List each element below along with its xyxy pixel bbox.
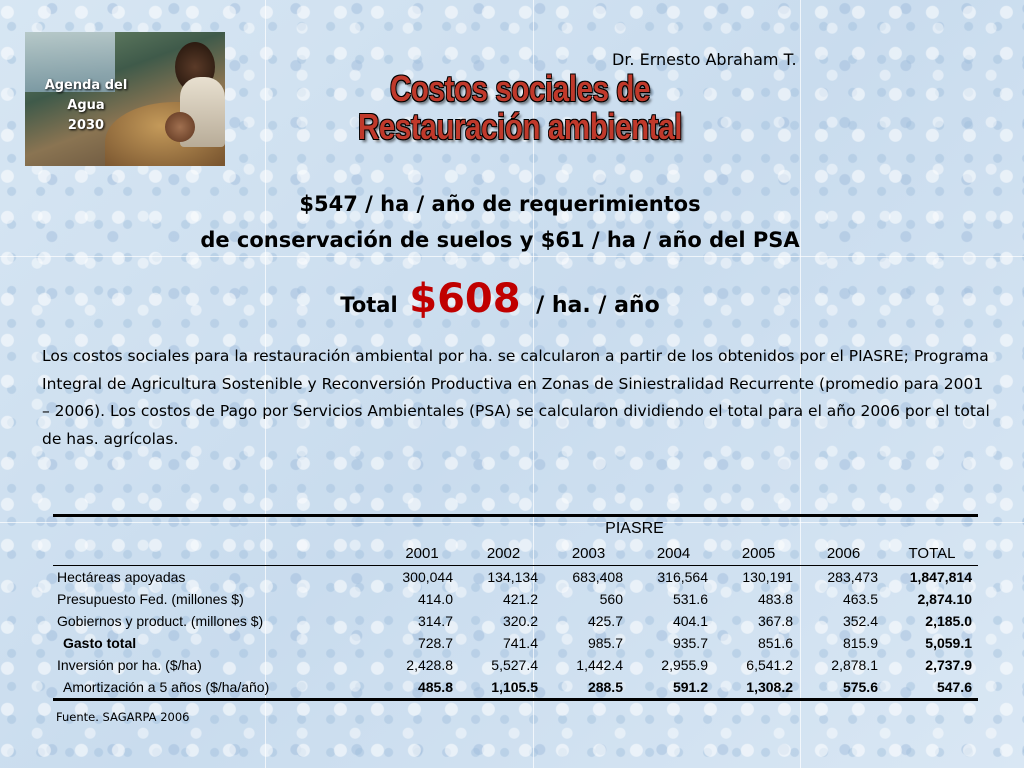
subtitle-line2: de conservación de suelos y $61 / ha / año del PSA — [200, 228, 800, 252]
table-row — [53, 676, 978, 700]
cell: 591.2 — [672, 679, 708, 695]
cell: 414.0 — [417, 591, 453, 607]
cell: 425.7 — [587, 613, 623, 629]
cell: 283,473 — [827, 569, 878, 585]
logo-text-line2: 2030 — [67, 118, 105, 133]
cell: 130,191 — [742, 569, 793, 585]
explanation-paragraph: Los costos sociales para la restauración ambiental por ha. se calcularon a partir de los obtenidos por el PIASRE; Programa Integral de Agricultura Sostenible y Reconversión Productiva en Zonas de Siniestralidad Recurrente (promedio para 2001 – 2006). Los costos de Pago por Servicios Ambientales (PSA) se calcularon dividiendo el total para el año 2006 por el total de has. agrícolas. — [42, 347, 990, 448]
table-row — [53, 632, 978, 654]
year-header: 2005 — [741, 544, 776, 562]
total-cell: 2,874.10 — [917, 591, 972, 607]
subtitle-line1: $547 / ha / año de requerimientos — [299, 192, 701, 216]
year-header: 2001 — [405, 544, 439, 562]
cell: 2,878.1 — [831, 657, 878, 673]
slide-title-line1: Costos sociales de — [389, 68, 651, 109]
total-cell: 547.6 — [936, 679, 972, 695]
year-header: 2006 — [826, 544, 861, 562]
cell: 367.8 — [757, 613, 793, 629]
total-cell: 1,847,814 — [909, 569, 972, 585]
row-label: Gobiernos y product. (millones $) — [57, 613, 264, 629]
total-cost-line — [300, 276, 700, 322]
total-cell: 5,059.1 — [925, 635, 972, 651]
cell: 134,134 — [487, 569, 538, 585]
year-header: 2004 — [656, 544, 691, 562]
cell: 815.9 — [842, 635, 878, 651]
cell: 985.7 — [587, 635, 623, 651]
source-note: Fuente. SAGARPA 2006 — [56, 710, 190, 724]
total-unit: / ha. / año — [536, 293, 660, 318]
total-header: TOTAL — [908, 544, 956, 562]
cell: 288.5 — [587, 679, 623, 695]
cell: 463.5 — [842, 591, 878, 607]
row-label: Inversión por ha. ($/ha) — [57, 657, 202, 673]
total-label: Total — [340, 293, 398, 317]
cell: 2,428.8 — [406, 657, 453, 673]
slide-title-line2: Restauración ambiental — [357, 106, 683, 147]
cell: 741.4 — [502, 635, 538, 651]
logo-child — [165, 112, 195, 142]
piasre-table-container — [53, 514, 978, 701]
subtitle — [100, 186, 900, 258]
table-row — [53, 566, 978, 589]
cell: 560 — [599, 591, 623, 607]
author-name: Dr. Ernesto Abraham T. — [612, 50, 797, 69]
cell: 320.2 — [502, 613, 538, 629]
table-row — [53, 654, 978, 676]
piasre-table — [53, 514, 978, 701]
table-year-header-row — [53, 541, 978, 566]
slide-title — [282, 70, 758, 146]
cell: 404.1 — [672, 613, 708, 629]
table-row — [53, 588, 978, 610]
cell: 575.6 — [842, 679, 878, 695]
cell: 1,105.5 — [491, 679, 538, 695]
cell: 316,564 — [657, 569, 708, 585]
row-label: Hectáreas apoyadas — [57, 569, 186, 585]
logo-text-line1: Agenda del Agua — [44, 78, 128, 113]
cell: 6,541.2 — [746, 657, 793, 673]
cell: 1,308.2 — [746, 679, 793, 695]
year-header: 2003 — [571, 544, 606, 562]
logo-text — [31, 76, 141, 136]
table-group-header-row — [53, 516, 978, 542]
table-row — [53, 610, 978, 632]
total-cell: 2,737.9 — [925, 657, 972, 673]
year-header: 2002 — [486, 544, 521, 562]
table-group-header: PIASRE — [605, 520, 664, 537]
row-label: Gasto total — [63, 635, 137, 651]
cell: 935.7 — [672, 635, 708, 651]
total-cell: 2,185.0 — [925, 613, 972, 629]
row-label: Presupuesto Fed. (millones $) — [57, 591, 244, 607]
cell: 352.4 — [842, 613, 878, 629]
cell: 300,044 — [402, 569, 453, 585]
cell: 485.8 — [417, 679, 453, 695]
cell: 531.6 — [672, 591, 708, 607]
cell: 1,442.4 — [576, 657, 623, 673]
cell: 5,527.4 — [491, 657, 538, 673]
cell: 728.7 — [417, 635, 453, 651]
total-value: $608 — [409, 276, 521, 322]
row-label: Amortización a 5 años ($/ha/año) — [63, 679, 270, 695]
cell: 483.8 — [757, 591, 793, 607]
agenda-del-agua-logo — [25, 32, 225, 166]
cell: 421.2 — [502, 591, 538, 607]
cell: 2,955.9 — [661, 657, 708, 673]
cell: 314.7 — [417, 613, 453, 629]
cell: 683,408 — [572, 569, 623, 585]
cell: 851.6 — [757, 635, 793, 651]
